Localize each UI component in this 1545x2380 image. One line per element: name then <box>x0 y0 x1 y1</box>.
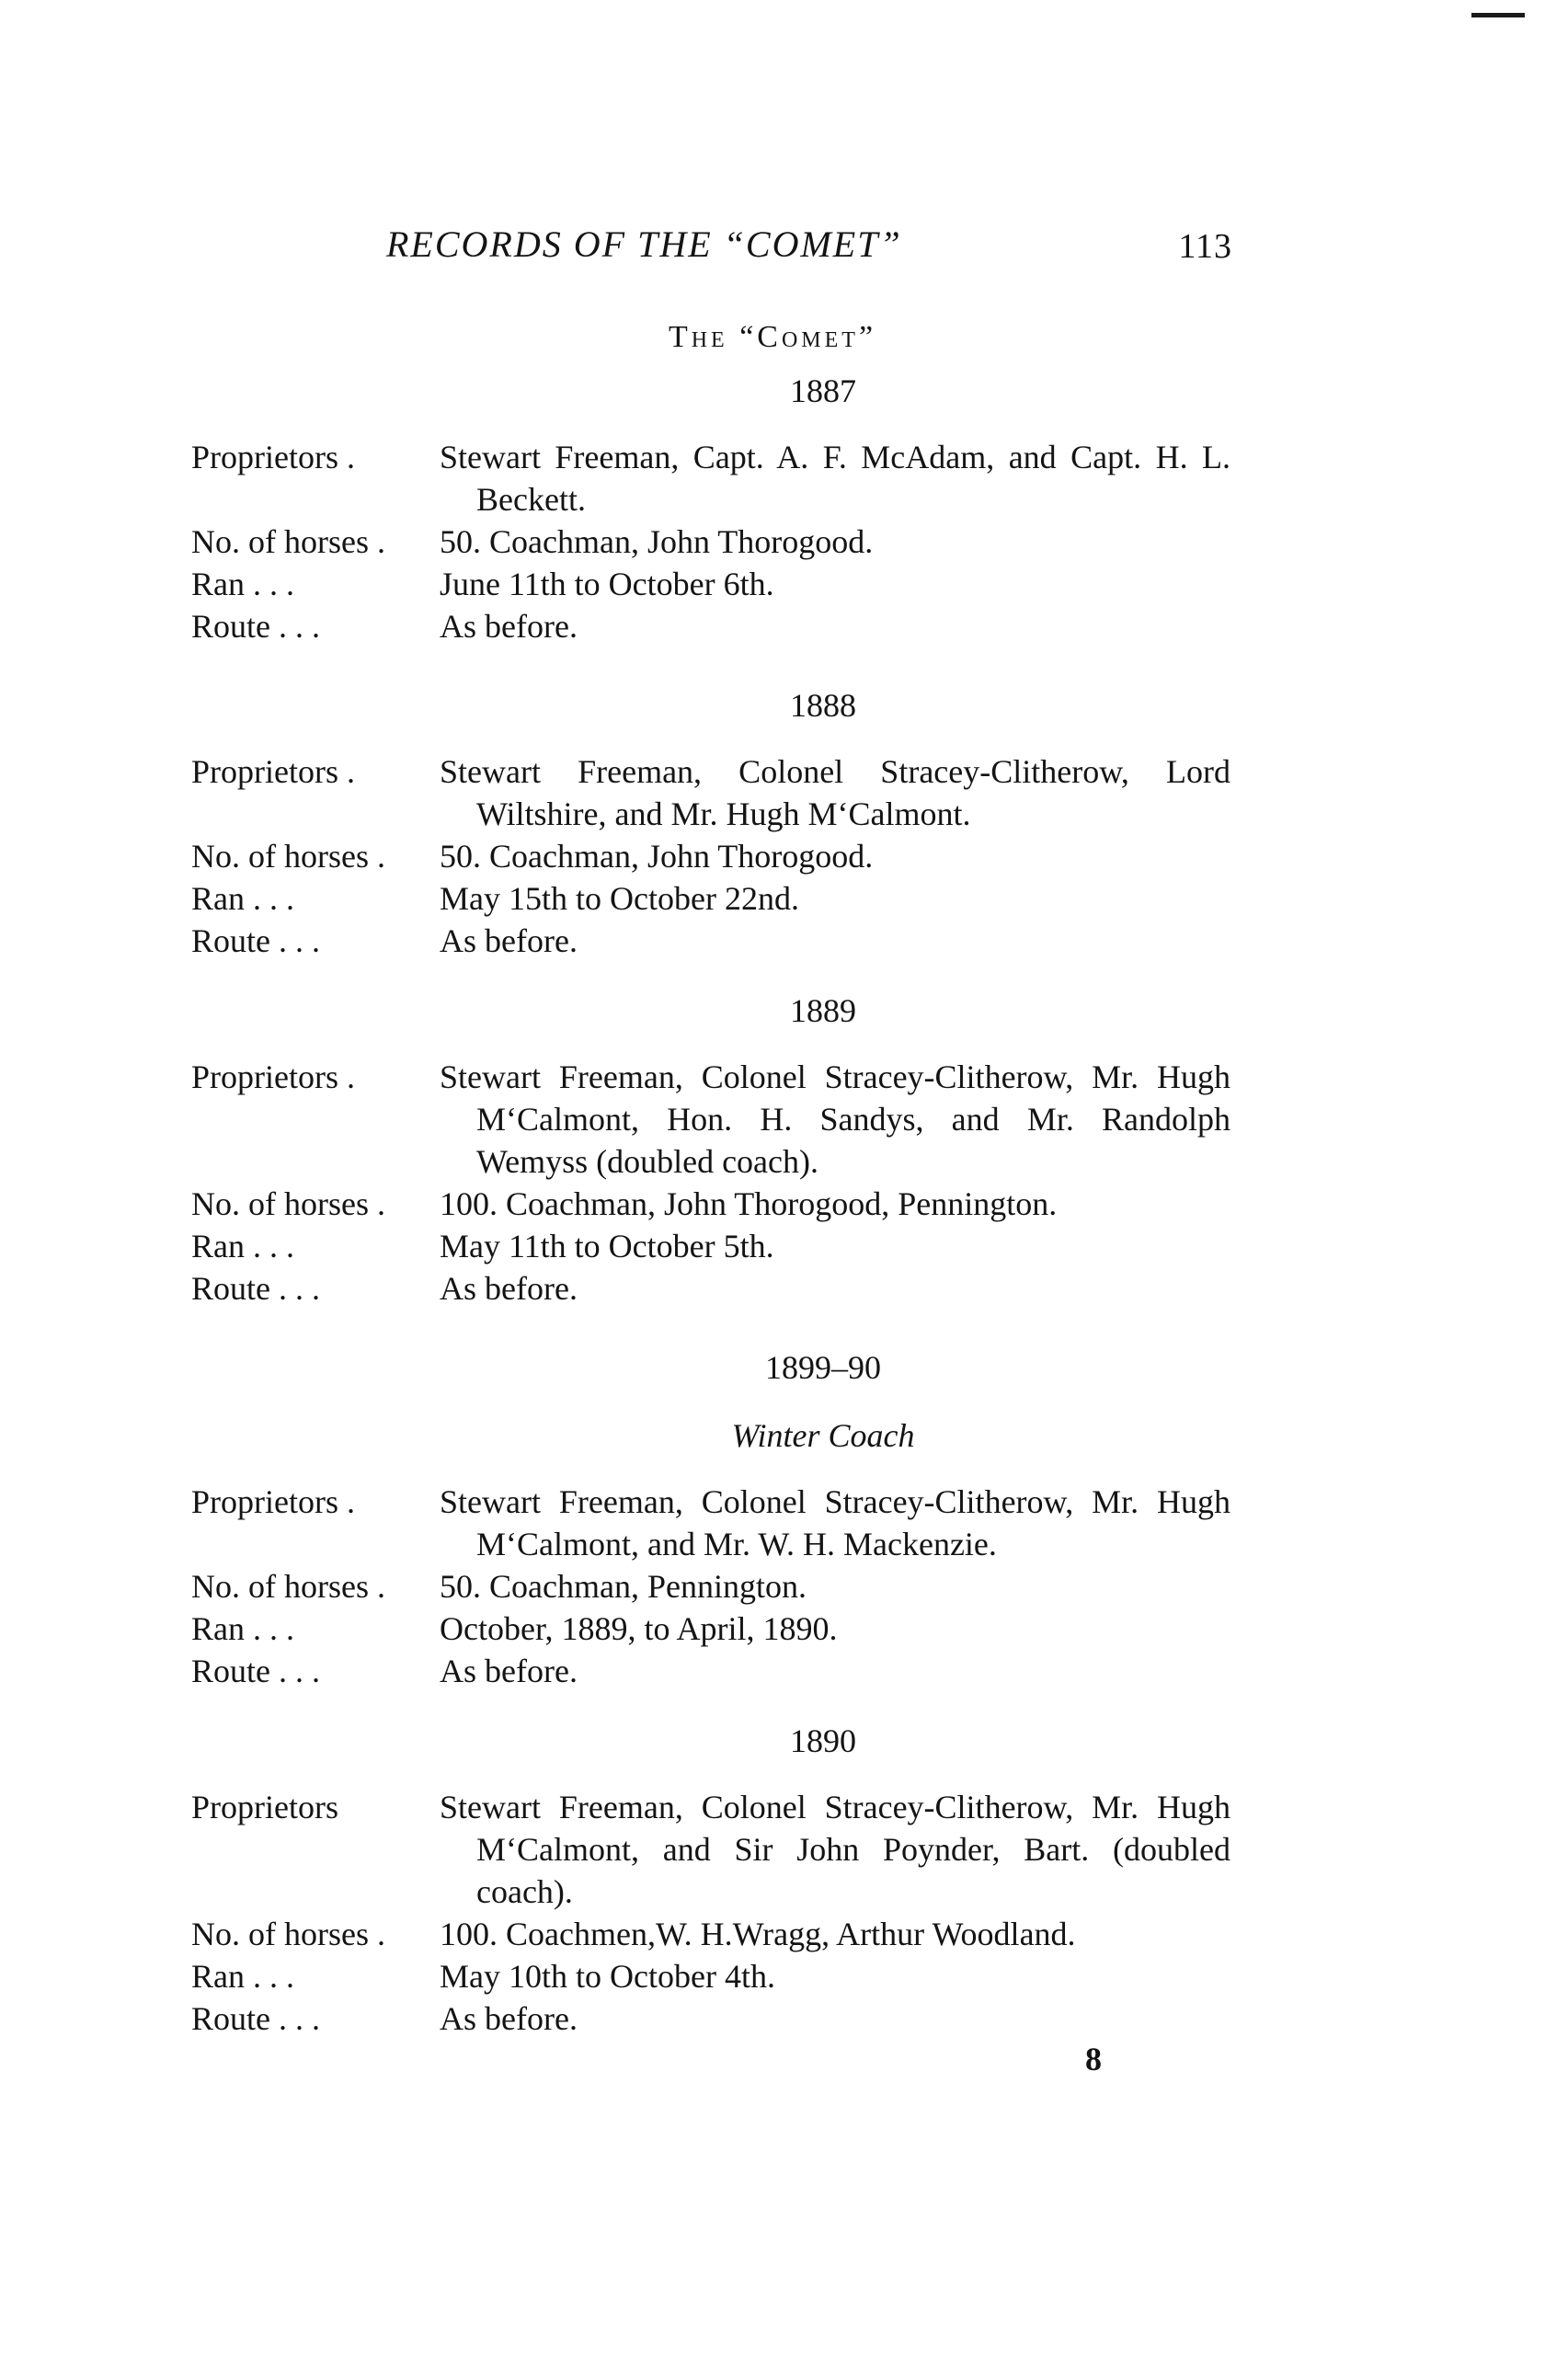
entry-label: Proprietors . <box>191 439 355 475</box>
entry-label: Ran . . . <box>191 566 294 602</box>
entry-label: Route . . . <box>191 922 320 959</box>
entry-value: 50. Coachman, John Thorogood. <box>440 523 874 560</box>
entry-horses <box>191 1183 1230 1225</box>
entry-label: No. of horses . <box>191 1916 385 1952</box>
entry-proprietors <box>191 1786 1230 1913</box>
year-heading: 1899–90 <box>765 1349 881 1386</box>
entry-value: Stewart Freeman, Capt. A. F. McAdam, and Capt. H. L. Beckett. <box>440 439 1230 518</box>
entry-value: Stewart Freeman, Colonel Stracey-Clitherow, Mr. Hugh M‘Calmont, Hon. H. Sandys, and Mr. Randolph Wemyss (doubled coach). <box>440 1058 1230 1180</box>
entry-label: No. of horses . <box>191 838 385 875</box>
section-heading: The “Comet” <box>668 320 877 354</box>
entry-proprietors <box>191 1056 1230 1183</box>
entry-value: May 10th to October 4th. <box>440 1958 775 1995</box>
entry-value: Stewart Freeman, Colonel Stracey-Clitherow, Lord Wiltshire, and Mr. Hugh M‘Calmont. <box>440 753 1230 832</box>
entry-ran <box>191 1225 1230 1267</box>
entry-label: Ran . . . <box>191 1610 294 1647</box>
entry-label: Route . . . <box>191 1653 320 1689</box>
entry-ran <box>191 1955 1230 1997</box>
year-block-winter <box>191 1346 1230 1692</box>
entry-label: No. of horses . <box>191 1185 385 1222</box>
entry-value: October, 1889, to April, 1890. <box>440 1610 838 1647</box>
year-heading: 1888 <box>790 687 856 724</box>
entry-value: Stewart Freeman, Colonel Stracey-Clitherow, Mr. Hugh M‘Calmont, and Mr. W. H. Mackenzie. <box>440 1483 1230 1562</box>
running-head <box>386 223 1232 274</box>
year-heading: 1887 <box>790 372 856 409</box>
entry-ran <box>191 877 1230 920</box>
running-title: RECORDS OF THE “COMET” <box>386 223 902 265</box>
entry-route <box>191 1650 1230 1692</box>
entry-horses <box>191 1565 1230 1608</box>
entry-label: Route . . . <box>191 608 320 645</box>
entry-label: No. of horses . <box>191 1568 385 1605</box>
entry-value: 100. Coachman, John Thorogood, Pennington. <box>440 1185 1058 1222</box>
entry-ran <box>191 1608 1230 1650</box>
entry-value: As before. <box>440 1270 578 1307</box>
entry-value: As before. <box>440 922 578 959</box>
entry-proprietors <box>191 436 1230 521</box>
entry-value: May 15th to October 22nd. <box>440 880 799 917</box>
year-block-1888 <box>191 684 1230 962</box>
entries <box>191 436 1230 647</box>
entry-value: May 11th to October 5th. <box>440 1228 774 1264</box>
entry-horses <box>191 1913 1230 1955</box>
entry-value: As before. <box>440 2000 578 2037</box>
year-heading: 1890 <box>790 1722 856 1759</box>
entry-value: 50. Coachman, John Thorogood. <box>440 838 874 875</box>
year-block-1887 <box>191 370 1230 647</box>
entry-label: Proprietors . <box>191 1058 355 1095</box>
entry-proprietors <box>191 1481 1230 1565</box>
entry-route <box>191 605 1230 647</box>
corner-rule <box>1471 13 1525 17</box>
entry-value: Stewart Freeman, Colonel Stracey-Clitherow, Mr. Hugh M‘Calmont, and Sir John Poynder, Bart. (doubled coach). <box>440 1789 1230 1910</box>
entry-label: Proprietors <box>191 1789 338 1825</box>
entry-horses <box>191 835 1230 877</box>
entry-value: June 11th to October 6th. <box>440 566 774 602</box>
entry-value: 100. Coachmen,W. H.Wragg, Arthur Woodland. <box>440 1916 1076 1952</box>
entry-value: As before. <box>440 608 578 645</box>
entry-label: Ran . . . <box>191 880 294 917</box>
entries <box>191 1056 1230 1310</box>
entry-label: Route . . . <box>191 1270 320 1307</box>
entry-ran <box>191 563 1230 605</box>
page-number: 113 <box>1178 227 1232 266</box>
entry-proprietors <box>191 750 1230 835</box>
entries <box>191 1481 1230 1692</box>
entry-label: No. of horses . <box>191 523 385 560</box>
entries <box>191 750 1230 962</box>
year-block-1889 <box>191 990 1230 1310</box>
entry-label: Ran . . . <box>191 1958 294 1995</box>
folio-signature: 8 <box>1085 2041 1102 2077</box>
entry-label: Ran . . . <box>191 1228 294 1264</box>
entry-value: 50. Coachman, Pennington. <box>440 1568 807 1605</box>
entry-route <box>191 1997 1230 2040</box>
year-subheading: Winter Coach <box>731 1417 915 1454</box>
year-heading: 1889 <box>790 992 856 1029</box>
entry-label: Route . . . <box>191 2000 320 2037</box>
entries <box>191 1786 1230 2040</box>
entry-route <box>191 920 1230 962</box>
entry-label: Proprietors . <box>191 753 355 790</box>
entry-horses <box>191 521 1230 563</box>
year-block-1890 <box>191 1720 1230 2040</box>
entry-value: As before. <box>440 1653 578 1689</box>
entry-route <box>191 1267 1230 1310</box>
entry-label: Proprietors . <box>191 1483 355 1520</box>
